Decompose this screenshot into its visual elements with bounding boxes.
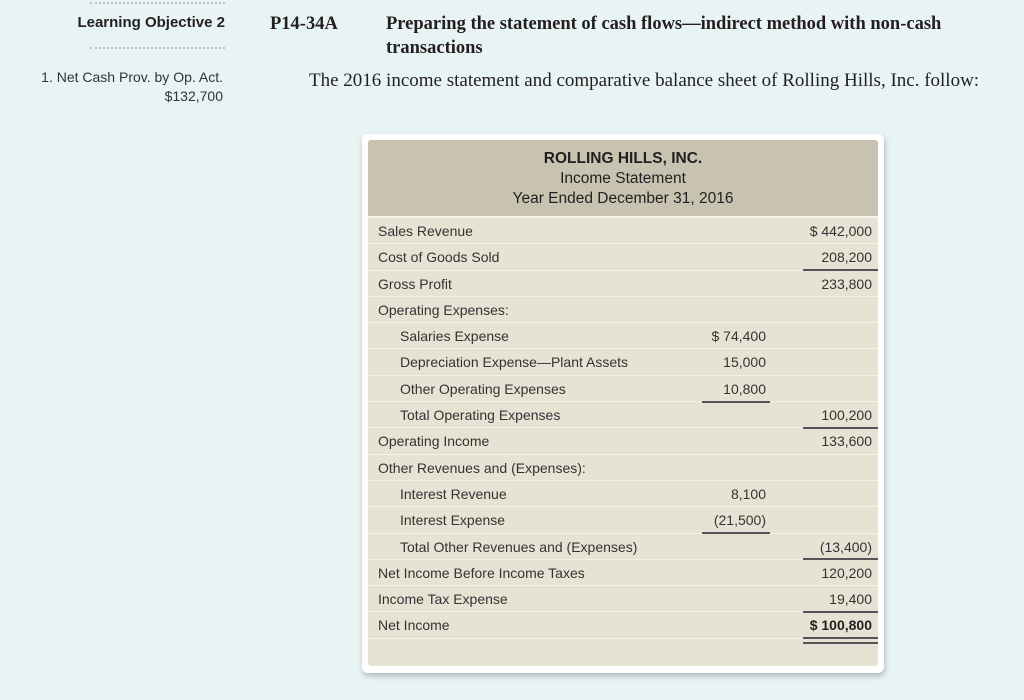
statement-row [368,297,878,323]
answer-value: $132,700 [164,88,223,104]
statement-period: Year Ended December 31, 2016 [512,190,734,207]
divider [90,2,225,4]
statement-row [368,218,878,244]
row-label: Operating Expenses: [378,301,509,318]
learning-objective: Learning Objective 2 [77,14,225,31]
statement-name: Income Statement [560,170,686,187]
company-name: ROLLING HILLS, INC. [543,150,703,167]
row-amount: $ 442,000 [809,223,872,239]
row-label: Salaries Expense [400,328,509,345]
row-amount: 100,200 [821,407,872,424]
row-subtotal-amount: (21,500) [713,512,766,529]
row-label: Other Revenues and (Expenses): [378,459,586,476]
statement-row [368,534,878,560]
answer-label: 1. Net Cash Prov. by Op. Act. [41,69,223,85]
statement-row [368,402,878,428]
row-label: Depreciation Expense—Plant Assets [400,354,629,371]
statement-row [368,244,878,270]
statement-row [368,323,878,349]
problem-intro: The 2016 income statement and comparative balance sheet of Rolling Hills, Inc. follow: [309,70,980,91]
statement-row [368,349,878,375]
statement-row [368,428,878,454]
statement-row [368,455,878,481]
row-label: Other Operating Expenses [400,380,566,397]
statement-header [368,140,878,218]
statement-row [368,560,878,586]
statement-row [368,586,878,612]
problem-number: P14-34A [270,14,338,34]
statement-row [368,612,878,638]
divider [90,47,225,49]
row-subtotal-amount: 8,100 [730,485,766,502]
income-statement [368,140,878,666]
row-label: Net Income Before Income Taxes [378,564,585,581]
row-label: Total Other Revenues and (Expenses) [400,538,638,555]
row-amount: 133,600 [821,433,872,450]
row-label: Total Operating Expenses [400,407,561,424]
answer-check [0,68,223,106]
row-label: Interest Expense [400,512,506,529]
row-subtotal-amount: $ 74,400 [711,328,766,345]
row-amount: 19,400 [829,591,872,608]
row-amount: 233,800 [821,275,872,292]
statement-row [368,271,878,297]
row-label: Cost of Goods Sold [378,249,500,266]
row-label: Net Income [378,617,450,634]
income-statement-card [362,134,884,673]
problem-title: Preparing the statement of cash flows—indirect method with non-cash transactions [386,14,942,58]
row-label: Interest Revenue [400,485,507,502]
row-amount: 120,200 [821,564,872,581]
row-label: Income Tax Expense [378,591,508,608]
underline-rule [803,637,878,644]
row-subtotal-amount: 10,800 [723,380,766,397]
statement-row [368,376,878,402]
row-label: Operating Income [378,433,490,450]
statement-row [368,481,878,507]
row-amount: 208,200 [821,249,872,266]
statement-row [368,507,878,533]
row-label: Gross Profit [378,275,452,292]
row-label: Sales Revenue [378,223,473,239]
statement-rows [368,218,878,639]
row-amount: $ 100,800 [809,617,872,634]
row-subtotal-amount: 15,000 [723,354,766,371]
row-amount: (13,400) [819,538,872,555]
